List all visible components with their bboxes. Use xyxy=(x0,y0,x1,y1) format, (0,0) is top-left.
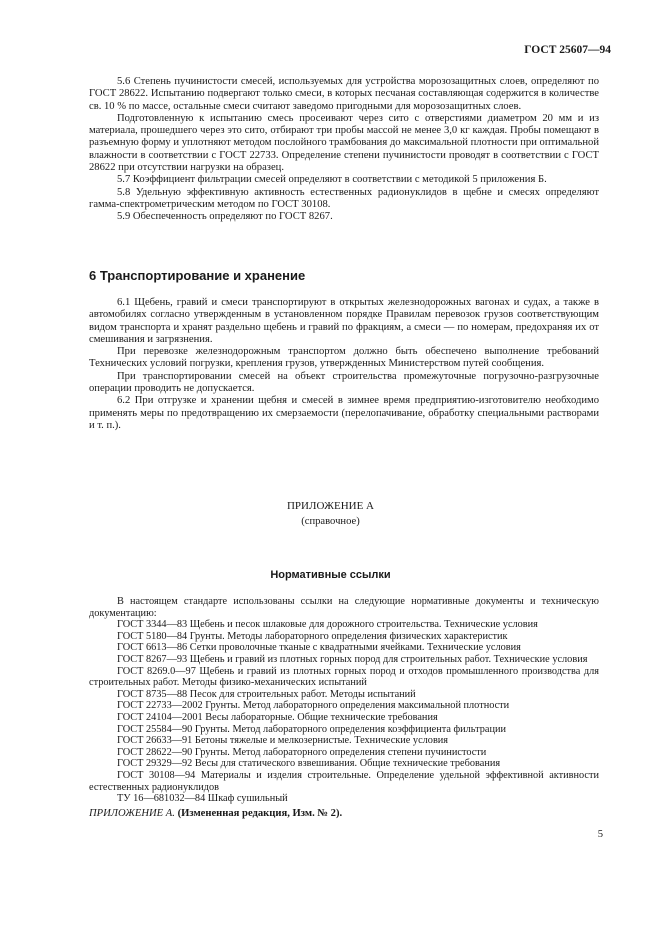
section-6-text xyxy=(89,297,599,432)
references-list xyxy=(89,596,599,805)
edition-text: (Измененная редакция, Изм. № 2). xyxy=(177,808,343,819)
reference-item: ГОСТ 30108—94 Материалы и изделия строительные. Определение удельной эффективной активности естественных радионуклидов xyxy=(89,769,599,793)
reference-item: ГОСТ 29329—92 Весы для статического взвешивания. Общие технические требования xyxy=(117,758,501,770)
reference-item: ГОСТ 26633—91 Бетоны тяжелые и мелкозернистые. Технические условия xyxy=(117,735,449,747)
reference-item: ГОСТ 6613—86 Сетки проволочные тканые с квадратными ячейками. Технические условия xyxy=(117,642,521,654)
page-number: 5 xyxy=(597,829,603,840)
reference-item: ГОСТ 3344—83 Щебень и песок шлаковые для дорожного строительства. Технические условия xyxy=(117,619,538,631)
paragraph-5-7: 5.7 Коэффициент фильтрации смесей определяют в соответствии с методикой 5 приложения Б. xyxy=(117,174,547,186)
reference-item: ГОСТ 24104—2001 Весы лабораторные. Общие технические требования xyxy=(117,711,438,723)
paragraph-6-1-transfer: При транспортировании смесей на объект строительства промежуточные погрузочно-разгрузочные операции проводить не допускается. xyxy=(89,370,599,395)
reference-item: ГОСТ 22733—2002 Грунты. Метод лабораторного определения максимальной плотности xyxy=(117,700,510,712)
section-6-heading: 6 Транспортирование и хранение xyxy=(89,268,306,283)
reference-item: ГОСТ 28622—90 Грунты. Метод лабораторного определения степени пучинистости xyxy=(117,746,487,758)
paragraph-5-8: 5.8 Удельную эффективную активность естественных радионуклидов в щебне и смесях определяют гамма-спектрометрическим методом по ГОСТ 30108. xyxy=(89,186,599,210)
standard-header: ГОСТ 25607—94 xyxy=(524,44,611,56)
paragraph-6-2: 6.2 При отгрузке и хранении щебня и смесей в зимнее время предприятию-изготовителю необходимо применять меры по предотвращению их смерзаемости (перелопачивание, обработку специальными растворами и т. п.). xyxy=(89,395,599,431)
references-intro: В настоящем стандарте использованы ссылки на следующие нормативные документы и техническую документацию: xyxy=(89,596,599,619)
reference-item: ГОСТ 25584—90 Грунты. Метод лабораторного определения коэффициента фильтрации xyxy=(117,723,506,735)
reference-item: ГОСТ 5180—84 Грунты. Методы лабораторного определения физических характеристик xyxy=(117,630,508,642)
reference-item: ТУ 16—681032—84 Шкаф сушильный xyxy=(117,793,288,805)
paragraph-6-1: 6.1 Щебень, гравий и смеси транспортируют в открытых железнодорожных вагонах и судах, а также в автомобилях согласно утвержденным в установленном порядке Правилам перевозок грузов соответствующим видом транспорта и хранят раздельно щебень и гравий по фракциям, а смеси — по номерам, предохраняя их от смешивания и загрязнения. xyxy=(89,297,599,345)
references-title: Нормативные ссылки xyxy=(270,569,391,581)
appendix-subtitle: (справочное) xyxy=(301,516,360,527)
edition-note xyxy=(89,808,342,819)
edition-label: ПРИЛОЖЕНИЕ А. xyxy=(89,808,175,819)
section-5-text xyxy=(89,76,599,224)
paragraph-5-6-continued: Подготовленную к испытанию смесь просеивают через сито с отверстиями диаметром 20 мм и из материала, прошедшего через это сито, отбирают три пробы массой не менее 3,0 кг каждая. Пробы помещают в разъемную форму и уплотняют методом послойного трамбования до максимальной плотности при оптимальной влажности в соответствии с ГОСТ 22733. Определение степени пучинистости проводят в соответствии с ГОСТ 28622 при отсутствии нагрузки на образец. xyxy=(89,112,599,174)
paragraph-5-9: 5.9 Обеспеченность определяют по ГОСТ 8267. xyxy=(117,211,333,223)
paragraph-5-6: 5.6 Степень пучинистости смесей, используемых для устройства морозозащитных слоев, определяют по ГОСТ 28622. Испытанию подвергают только смеси, в которых песчаная составляющая содержится в количестве св. 10 % по массе, остальные смеси считают заведомо пригодными для морозозащитных слоев. xyxy=(89,76,599,112)
reference-item: ГОСТ 8267—93 Щебень и гравий из плотных горных пород для строительных работ. Технические условия xyxy=(117,653,588,665)
reference-item: ГОСТ 8735—88 Песок для строительных работ. Методы испытаний xyxy=(117,688,416,700)
paragraph-6-1-rail: При перевозке железнодорожным транспортом должно быть обеспечено выполнение требований Технических условий погрузки, крепления грузов, утвержденных Министерством путей сообщения. xyxy=(89,346,599,370)
appendix-title: ПРИЛОЖЕНИЕ А xyxy=(286,500,374,512)
reference-item: ГОСТ 8269.0—97 Щебень и гравий из плотных горных пород и отходов промышленного производства для строительных работ. Методы физико-механических испытаний xyxy=(89,665,599,689)
